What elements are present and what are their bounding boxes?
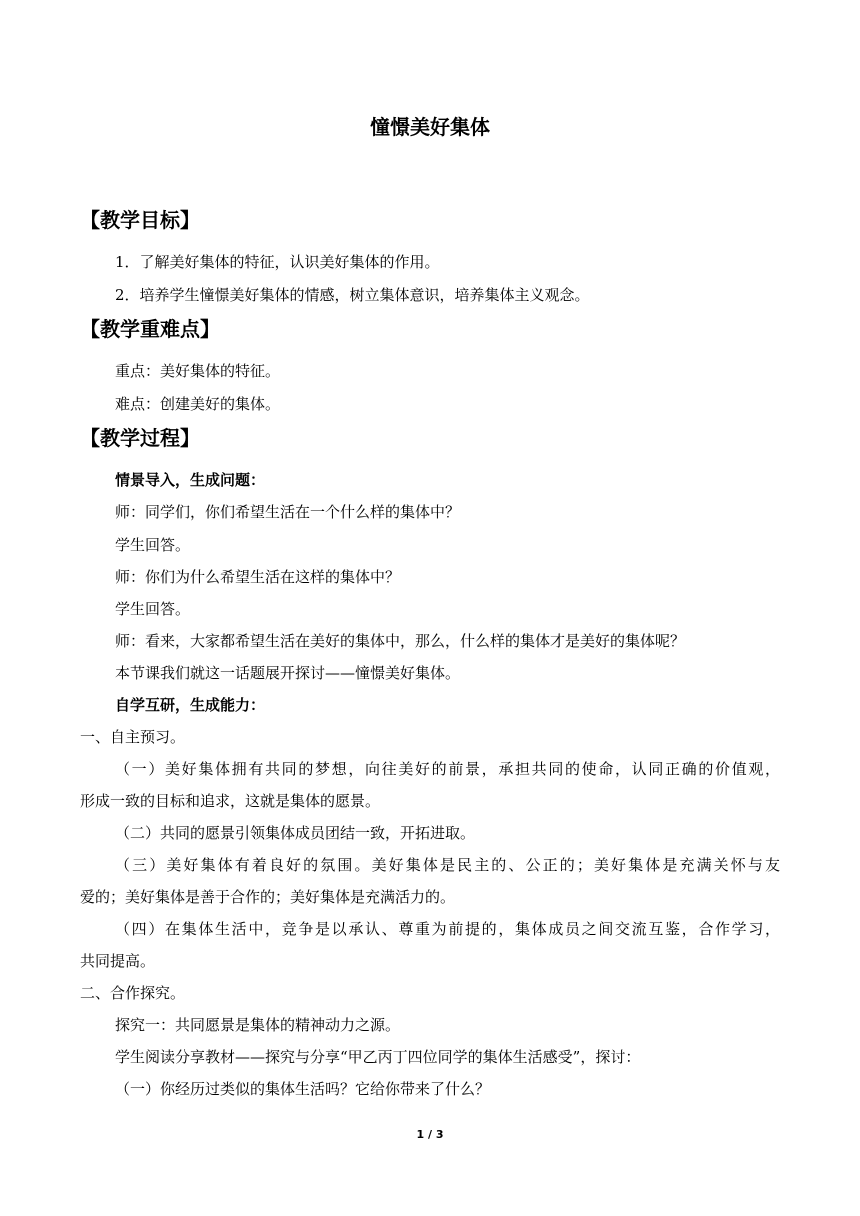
- key-point-item: 重点：美好集体的特征。: [115, 362, 281, 380]
- explore-1-title: 探究一：共同愿景是集体的精神动力之源。: [115, 1016, 401, 1034]
- part1-paragraph-4-line-1: （四）在集体生活中，竞争是以承认、尊重为前提的，集体成员之间交流互鉴，合作学习，: [115, 920, 780, 938]
- intro-line: 师：看来，大家都希望生活在美好的集体中，那么，什么样的集体才是美好的集体呢？: [115, 632, 686, 650]
- part1-paragraph-2: （二）共同的愿景引领集体成员团结一致，开拓进取。: [115, 824, 476, 842]
- part1-paragraph-1-line-1: （一）美好集体拥有共同的梦想，向往美好的前景，承担共同的使命，认同正确的价值观，: [115, 760, 780, 778]
- part1-paragraph-3-line-1: （三）美好集体有着良好的氛围。美好集体是民主的、公正的；美好集体是充满关怀与友: [115, 856, 780, 874]
- section-heading-key-points: 【教学重难点】: [80, 317, 220, 341]
- goal-item-2: 2．培养学生憧憬美好集体的情感，树立集体意识，培养集体主义观念。: [115, 286, 590, 304]
- part2-title: 二、合作探究。: [80, 984, 186, 1002]
- part1-title: 一、自主预习。: [80, 728, 186, 746]
- section-heading-process: 【教学过程】: [80, 426, 200, 450]
- part1-paragraph-4-line-2: 共同提高。: [80, 952, 156, 970]
- explore-1-reading: 学生阅读分享教材——探究与分享“甲乙丙丁四位同学的集体生活感受”，探讨：: [115, 1048, 641, 1066]
- part1-paragraph-1-line-2: 形成一致的目标和追求，这就是集体的愿景。: [80, 792, 381, 810]
- intro-line: 学生回答。: [115, 600, 191, 618]
- explore-1-question-1: （一）你经历过类似的集体生活吗？它给你带来了什么？: [115, 1080, 491, 1098]
- page-number: 1 / 3: [416, 1128, 444, 1141]
- part1-paragraph-3-line-2: 爱的；美好集体是善于合作的；美好集体是充满活力的。: [80, 888, 456, 906]
- difficult-point-item: 难点：创建美好的集体。: [115, 395, 281, 413]
- intro-title: 情景导入，生成问题：: [115, 471, 266, 489]
- intro-line: 师：你们为什么希望生活在这样的集体中？: [115, 568, 401, 586]
- intro-line: 师：同学们，你们希望生活在一个什么样的集体中？: [115, 503, 461, 521]
- study-title: 自学互研，生成能力：: [115, 696, 266, 714]
- section-heading-goals: 【教学目标】: [80, 208, 200, 232]
- document-title: 憧憬美好集体: [370, 115, 490, 139]
- intro-line: 学生回答。: [115, 536, 191, 554]
- intro-line: 本节课我们就这一话题展开探讨——憧憬美好集体。: [115, 664, 461, 682]
- goal-item-1: 1．了解美好集体的特征，认识美好集体的作用。: [115, 253, 440, 271]
